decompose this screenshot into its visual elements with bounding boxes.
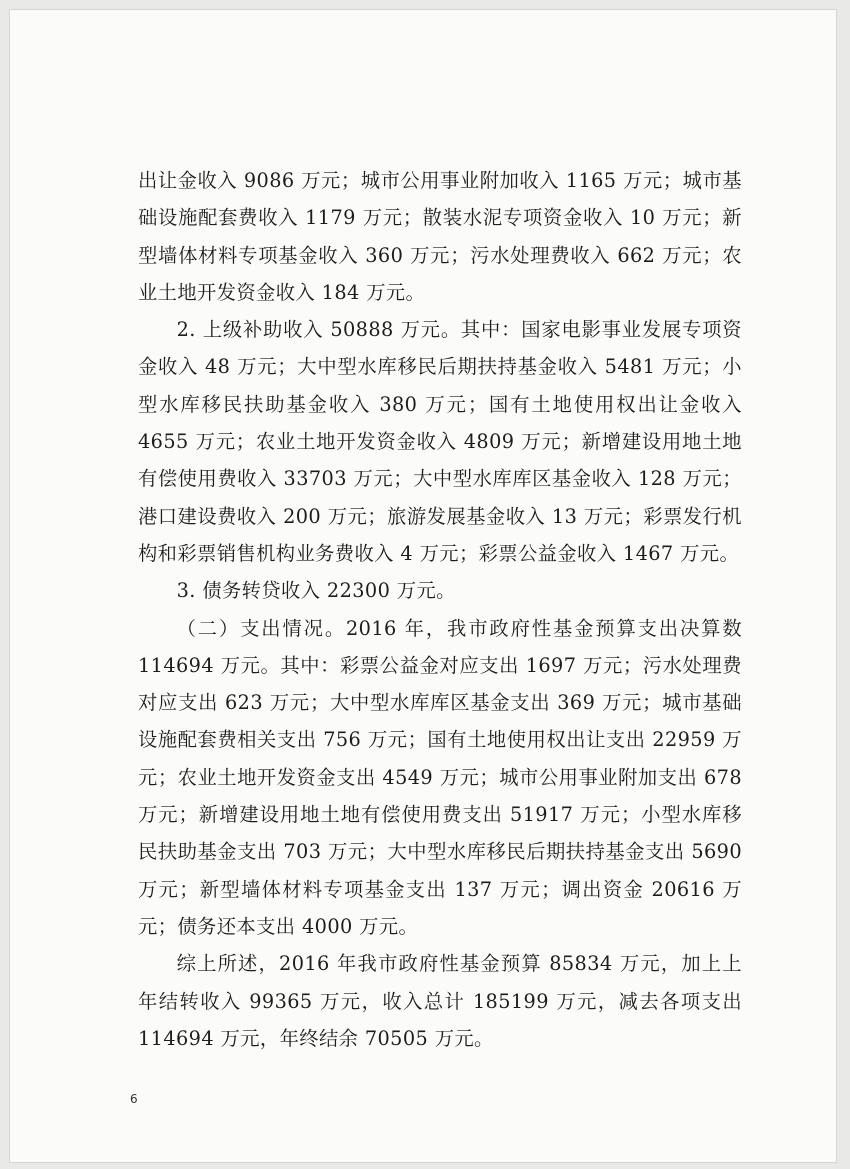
paragraph-superior-subsidy-income: 2. 上级补助收入 50888 万元。其中：国家电影事业发展专项资金收入 48 万元；大中型水库移民后期扶持基金收入 5481 万元；小型水库移民扶助基金收入 380 万元；国有土地使用权出让金收入 4655 万元；农业土地开发资金收入 4809 万元；新增建设用地土地有偿使用费收入 33703 万元；大中型水库库区基金收入 128 万元；港口建设费收入 200 万元；旅游发展基金收入 13 万元；彩票发行机构和彩票销售机构业务费收入 4 万元；彩票公益金收入 1467 万元。 <box>138 318 742 565</box>
paragraph-transfer-income-continued: 出让金收入 9086 万元；城市公用事业附加收入 1165 万元；城市基础设施配套费收入 1179 万元；散装水泥专项资金收入 10 万元；新型墙体材料专项基金收入 360 万元；污水处理费收入 662 万元；农业土地开发资金收入 184 万元。 <box>138 169 742 304</box>
paragraph-debt-transfer-income: 3. 债务转贷收入 22300 万元。 <box>176 579 456 603</box>
page-number: 6 <box>130 1092 138 1106</box>
body-text <box>138 162 742 1057</box>
paragraph-summary: 综上所述，2016 年我市政府性基金预算 85834 万元，加上上年结转收入 99365 万元，收入总计 185199 万元，减去各项支出 114694 万元，年终结余 70505 万元。 <box>138 952 742 1050</box>
paragraph-expenditure: （二）支出情况。2016 年，我市政府性基金预算支出决算数 114694 万元。其中：彩票公益金对应支出 1697 万元；污水处理费对应支出 623 万元；大中型水库库区基金支出 369 万元；城市基础设施配套费相关支出 756 万元；国有土地使用权出让支出 22959 万元；农业土地开发资金支出 4549 万元；城市公用事业附加支出 678 万元；新增建设用地土地有偿使用费支出 51917 万元；小型水库移民扶助基金支出 703 万元；大中型水库移民后期扶持基金支出 5690 万元；新型墙体材料专项基金支出 137 万元；调出资金 20616 万元；债务还本支出 4000 万元。 <box>138 616 742 938</box>
document-page <box>10 10 836 1162</box>
